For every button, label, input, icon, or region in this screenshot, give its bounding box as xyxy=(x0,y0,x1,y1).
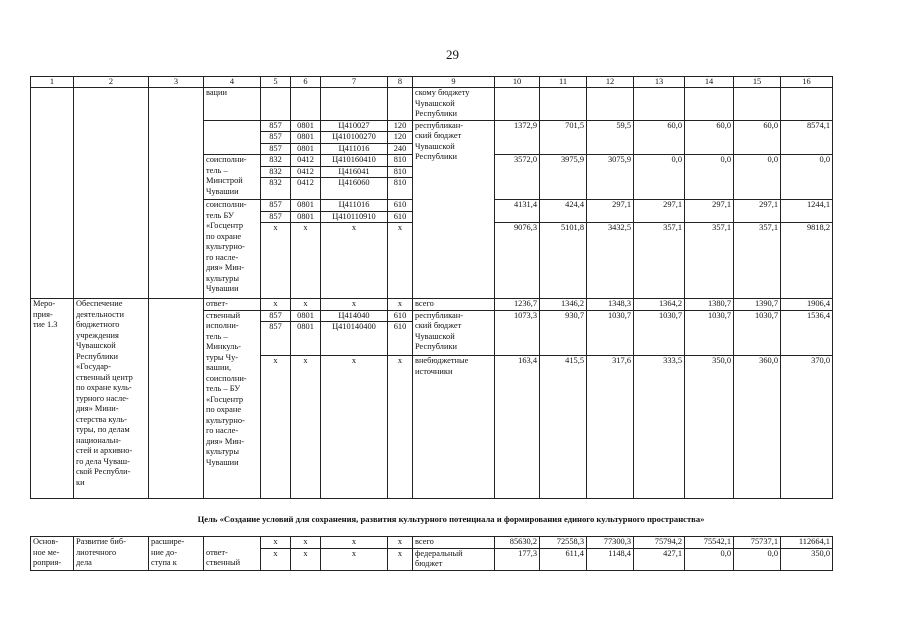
value-cell: 415,5 xyxy=(540,356,587,499)
value-cell: 0,0 xyxy=(685,548,734,570)
table-row xyxy=(31,299,833,311)
grbs-cell: 857 xyxy=(261,143,291,155)
value-cell: 75794,2 xyxy=(634,537,685,549)
measure-number-cell: Меро- прия- тие 1.3 xyxy=(31,299,74,499)
header-cell: 14 xyxy=(685,77,734,88)
responsible-cell: соисполни- тель БУ «Госцентр по охране культурно- го насле- дия» Мин- культуры Чувашии xyxy=(204,200,261,299)
header-cell: 8 xyxy=(388,77,413,88)
value-cell: 9076,3 xyxy=(495,223,540,299)
header-cell: 6 xyxy=(291,77,321,88)
target-article-cell: Ц410160410 xyxy=(321,155,388,167)
cell-empty xyxy=(587,88,634,121)
target-article-cell: x xyxy=(321,299,388,311)
measure-name-cell: Развитие биб- лиотечного дела xyxy=(74,537,149,571)
value-cell: 59,5 xyxy=(587,120,634,155)
section-cell: 0412 xyxy=(291,178,321,200)
value-cell: 1073,3 xyxy=(495,310,540,356)
responsible-cell: ответ- xyxy=(204,299,261,311)
value-cell: 5101,8 xyxy=(540,223,587,299)
expense-type-cell: x xyxy=(388,548,413,570)
value-cell: 112664,1 xyxy=(781,537,833,549)
value-cell: 1030,7 xyxy=(587,310,634,356)
value-cell: 370,0 xyxy=(781,356,833,499)
source-cell: республикан- ский бюджет Чувашской Республики xyxy=(413,310,495,356)
target-article-cell: x xyxy=(321,537,388,549)
value-cell: 1030,7 xyxy=(634,310,685,356)
target-article-cell: Ц410110910 xyxy=(321,211,388,223)
value-cell: 0,0 xyxy=(781,155,833,200)
target-article-cell: Ц410140400 xyxy=(321,322,388,356)
measure-name-cell: Обеспечение деятельности бюджетного учреждения Чувашской Республики «Государ- ственный центр по охране куль- турного насле- дия» Мини- стерства куль- туры, по делам национальн- стей и архивно- го дела Чуваш- ской Республи- ки xyxy=(74,299,149,499)
value-cell: 357,1 xyxy=(734,223,781,299)
cell-empty xyxy=(204,120,261,155)
header-cell: 11 xyxy=(540,77,587,88)
value-cell: 75737,1 xyxy=(734,537,781,549)
cell-empty xyxy=(634,88,685,121)
section-cell: x xyxy=(291,356,321,499)
expense-type-cell: 610 xyxy=(388,310,413,322)
value-cell: 85630,2 xyxy=(495,537,540,549)
goal-heading: Цель «Создание условий для сохранения, развития культурного потенциала и формирования единого культурного пространства» xyxy=(197,514,705,524)
value-cell: 0,0 xyxy=(734,548,781,570)
value-cell: 297,1 xyxy=(634,200,685,223)
grbs-cell: 832 xyxy=(261,178,291,200)
header-cell: 5 xyxy=(261,77,291,88)
value-cell: 1346,2 xyxy=(540,299,587,311)
target-article-cell: Ц414040 xyxy=(321,310,388,322)
grbs-cell: 857 xyxy=(261,310,291,322)
value-cell: 60,0 xyxy=(634,120,685,155)
value-cell: 1030,7 xyxy=(685,310,734,356)
value-cell: 1236,7 xyxy=(495,299,540,311)
budget-table-continued xyxy=(30,536,833,571)
header-cell: 12 xyxy=(587,77,634,88)
value-cell: 1348,3 xyxy=(587,299,634,311)
expense-type-cell: 240 xyxy=(388,143,413,155)
section-cell: 0412 xyxy=(291,166,321,178)
cell-empty xyxy=(74,88,149,299)
grbs-cell: x xyxy=(261,537,291,549)
value-cell: 360,0 xyxy=(734,356,781,499)
value-cell: 3572,0 xyxy=(495,155,540,200)
expense-type-cell: 810 xyxy=(388,178,413,200)
value-cell: 611,4 xyxy=(540,548,587,570)
value-cell: 427,1 xyxy=(634,548,685,570)
value-cell: 350,0 xyxy=(685,356,734,499)
cell-empty xyxy=(388,88,413,121)
section-cell: 0801 xyxy=(291,310,321,322)
section-cell: x xyxy=(291,299,321,311)
target-article-cell: Ц411016 xyxy=(321,200,388,212)
header-cell: 1 xyxy=(31,77,74,88)
expense-type-cell: 810 xyxy=(388,155,413,167)
value-cell: 297,1 xyxy=(587,200,634,223)
value-cell: 1536,4 xyxy=(781,310,833,356)
source-cell: скому бюджету Чувашской Республики xyxy=(413,88,495,121)
target-article-cell: x xyxy=(321,223,388,299)
value-cell: 317,6 xyxy=(587,356,634,499)
grbs-cell: 857 xyxy=(261,132,291,144)
cell-empty xyxy=(781,88,833,121)
target-article-cell: Ц410027 xyxy=(321,120,388,132)
target-article-cell: Ц416041 xyxy=(321,166,388,178)
header-cell: 2 xyxy=(74,77,149,88)
value-cell: 333,5 xyxy=(634,356,685,499)
section-cell: x xyxy=(291,537,321,549)
value-cell: 163,4 xyxy=(495,356,540,499)
section-cell: 0801 xyxy=(291,322,321,356)
table-row xyxy=(31,88,833,121)
header-cell: 3 xyxy=(149,77,204,88)
cell-empty xyxy=(495,88,540,121)
page-number: 29 xyxy=(446,47,459,62)
cell-empty xyxy=(321,88,388,121)
expense-type-cell: 120 xyxy=(388,132,413,144)
section-cell: 0801 xyxy=(291,200,321,212)
header-row xyxy=(31,77,833,88)
header-cell: 7 xyxy=(321,77,388,88)
cell-empty xyxy=(149,299,204,499)
value-cell: 350,0 xyxy=(781,548,833,570)
section-cell: 0801 xyxy=(291,211,321,223)
expense-type-cell: 610 xyxy=(388,211,413,223)
expense-type-cell: 610 xyxy=(388,200,413,212)
responsible-cell: вации xyxy=(204,88,261,121)
target-article-cell: Ц411016 xyxy=(321,143,388,155)
value-cell: 72558,3 xyxy=(540,537,587,549)
value-cell: 3432,5 xyxy=(587,223,634,299)
value-cell: 1380,7 xyxy=(685,299,734,311)
value-cell: 3075,9 xyxy=(587,155,634,200)
expense-type-cell: 120 xyxy=(388,120,413,132)
value-cell: 0,0 xyxy=(734,155,781,200)
value-cell: 1030,7 xyxy=(734,310,781,356)
value-cell: 1148,4 xyxy=(587,548,634,570)
header-cell: 13 xyxy=(634,77,685,88)
table-row xyxy=(31,537,833,549)
section-cell: x xyxy=(291,223,321,299)
cell-empty xyxy=(734,88,781,121)
value-cell: 357,1 xyxy=(634,223,685,299)
responsible-cell: ответ- ственный xyxy=(204,537,261,571)
value-cell: 701,5 xyxy=(540,120,587,155)
value-cell: 60,0 xyxy=(734,120,781,155)
indicator-cell: расшире- ние до- ступа к xyxy=(149,537,204,571)
grbs-cell: x xyxy=(261,356,291,499)
header-cell: 9 xyxy=(413,77,495,88)
section-cell: 0801 xyxy=(291,132,321,144)
source-cell: республикан- ский бюджет Чувашской Республики xyxy=(413,120,495,299)
target-article-cell: Ц410100270 xyxy=(321,132,388,144)
cell-empty xyxy=(261,88,291,121)
cell-empty xyxy=(149,88,204,299)
value-cell: 297,1 xyxy=(685,200,734,223)
grbs-cell: 857 xyxy=(261,200,291,212)
header-cell: 10 xyxy=(495,77,540,88)
value-cell: 4131,4 xyxy=(495,200,540,223)
expense-type-cell: x xyxy=(388,537,413,549)
expense-type-cell: 810 xyxy=(388,166,413,178)
section-cell: 0412 xyxy=(291,155,321,167)
value-cell: 3975,9 xyxy=(540,155,587,200)
value-cell: 1364,2 xyxy=(634,299,685,311)
source-cell: всего xyxy=(413,299,495,311)
value-cell: 8574,1 xyxy=(781,120,833,155)
budget-table xyxy=(30,76,833,499)
value-cell: 1244,1 xyxy=(781,200,833,223)
measure-number-cell: Основ- ное ме- роприя- xyxy=(31,537,74,571)
responsible-cell: ственный исполни- тель – Минкуль- туры Чу- вашии, соисполни- тель – БУ «Госцентр по охране культурно- го насле- дия» Мин- культуры Чувашии xyxy=(204,310,261,499)
source-cell: федеральный бюджет xyxy=(413,548,495,570)
grbs-cell: x xyxy=(261,223,291,299)
target-article-cell: x xyxy=(321,548,388,570)
value-cell: 424,4 xyxy=(540,200,587,223)
value-cell: 60,0 xyxy=(685,120,734,155)
grbs-cell: 857 xyxy=(261,211,291,223)
source-cell: внебюджетные источники xyxy=(413,356,495,499)
grbs-cell: 857 xyxy=(261,322,291,356)
source-cell: всего xyxy=(413,537,495,549)
expense-type-cell: 610 xyxy=(388,322,413,356)
cell-empty xyxy=(31,88,74,299)
expense-type-cell: x xyxy=(388,299,413,311)
target-article-cell: Ц416060 xyxy=(321,178,388,200)
value-cell: 930,7 xyxy=(540,310,587,356)
cell-empty xyxy=(291,88,321,121)
grbs-cell: 832 xyxy=(261,155,291,167)
value-cell: 357,1 xyxy=(685,223,734,299)
value-cell: 0,0 xyxy=(685,155,734,200)
value-cell: 9818,2 xyxy=(781,223,833,299)
cell-empty xyxy=(540,88,587,121)
grbs-cell: 832 xyxy=(261,166,291,178)
grbs-cell: x xyxy=(261,548,291,570)
header-cell: 16 xyxy=(781,77,833,88)
responsible-cell: соисполни- тель – Минстрой Чувашии xyxy=(204,155,261,200)
header-cell: 4 xyxy=(204,77,261,88)
section-cell: 0801 xyxy=(291,120,321,132)
grbs-cell: 857 xyxy=(261,120,291,132)
value-cell: 77300,3 xyxy=(587,537,634,549)
value-cell: 297,1 xyxy=(734,200,781,223)
section-cell: 0801 xyxy=(291,143,321,155)
value-cell: 1906,4 xyxy=(781,299,833,311)
expense-type-cell: x xyxy=(388,223,413,299)
value-cell: 1390,7 xyxy=(734,299,781,311)
header-cell: 15 xyxy=(734,77,781,88)
target-article-cell: x xyxy=(321,356,388,499)
grbs-cell: x xyxy=(261,299,291,311)
value-cell: 177,3 xyxy=(495,548,540,570)
section-cell: x xyxy=(291,548,321,570)
value-cell: 0,0 xyxy=(634,155,685,200)
value-cell: 1372,9 xyxy=(495,120,540,155)
value-cell: 75542,1 xyxy=(685,537,734,549)
cell-empty xyxy=(685,88,734,121)
expense-type-cell: x xyxy=(388,356,413,499)
